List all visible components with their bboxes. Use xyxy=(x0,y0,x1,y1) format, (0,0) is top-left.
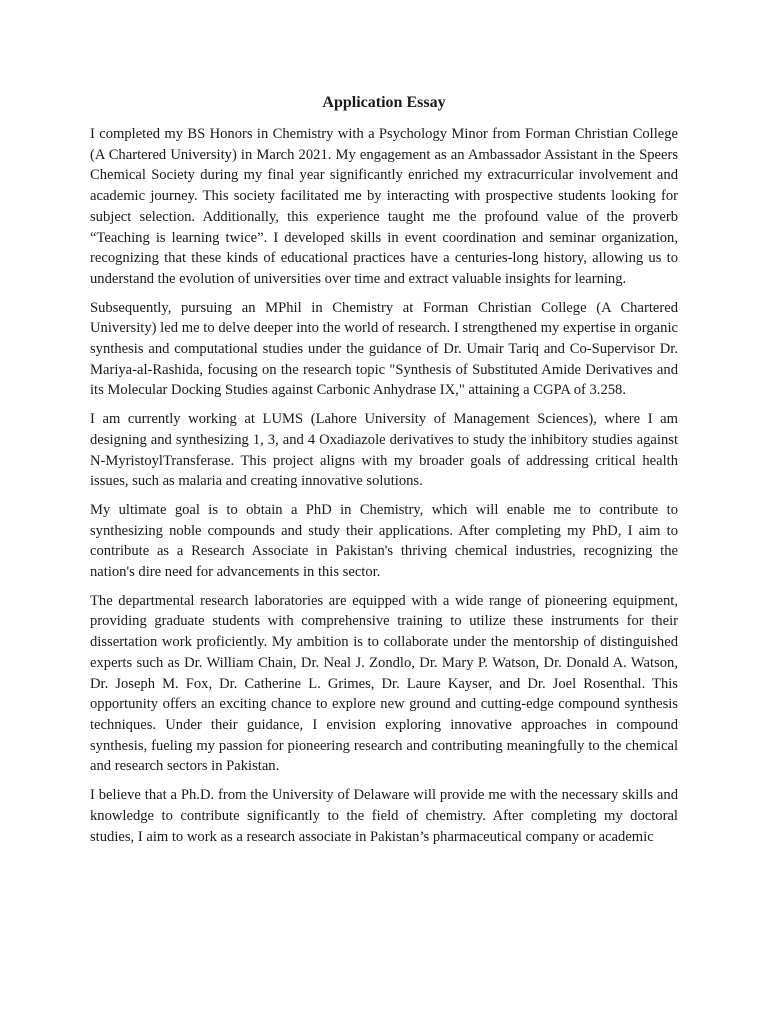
paragraph-goals: My ultimate goal is to obtain a PhD in Chemistry, which will enable me to contribute to synthesizing noble compounds and study their applications. After completing my PhD, I aim to contribute as a Research Associate in Pakistan's thriving chemical industries, recognizing the nation's dire need for advancements in this sector. xyxy=(90,501,678,581)
essay-title: Application Essay xyxy=(322,94,446,111)
essay-page xyxy=(90,93,678,855)
paragraph-mphil: Subsequently, pursuing an MPhil in Chemistry at Forman Christian College (A Chartered University) led me to delve deeper into the world of research. I strengthened my expertise in organic synthesis and computational studies under the guidance of Dr. Umair Tariq and Co-Supervisor Dr. Mariya-al-Rashida, focusing on the research topic "Synthesis of Substituted Amide Derivatives and its Molecular Docking Studies against Carbonic Anhydrase IX," attaining a CGPA of 3.258. xyxy=(90,299,678,399)
paragraph-conclusion: I believe that a Ph.D. from the University of Delaware will provide me with the necessary skills and knowledge to contribute significantly to the field of chemistry. After completing my doctoral studies, I aim to work as a research associate in Pakistan’s pharmaceutical company or academic xyxy=(90,787,678,845)
paragraph-education: I completed my BS Honors in Chemistry with a Psychology Minor from Forman Christian College (A Chartered University) in March 2021. My engagement as an Ambassador Assistant in the Speers Chemical Society during my final year significantly enriched my extracurricular involvement and academic journey. This society facilitated me by interacting with prospective students looking for subject selection. Additionally, this experience taught me the profound value of the proverb “Teaching is learning twice”. I developed skills in event coordination and seminar organization, recognizing that these kinds of educational practices have a centuries-long history, allowing us to understand the evolution of universities over time and extract valuable insights for learning. xyxy=(90,126,678,287)
paragraph-current-work: I am currently working at LUMS (Lahore University of Management Sciences), where I am designing and synthesizing 1, 3, and 4 Oxadiazole derivatives to study the inhibitory studies against N-MyristoylTransferase. This project aligns with my broader goals of addressing critical health issues, such as malaria and creating innovative solutions. xyxy=(90,411,678,490)
paragraph-research-labs: The departmental research laboratories are equipped with a wide range of pioneering equipment, providing graduate students with comprehensive training to utilize these instruments for their dissertation work proficiently. My ambition is to collaborate under the mentorship of distinguished experts such as Dr. William Chain, Dr. Neal J. Zondlo, Dr. Mary P. Watson, Dr. Donald A. Watson, Dr. Joseph M. Fox, Dr. Catherine L. Grimes, Dr. Laure Kayser, and Dr. Joel Rosenthal. This opportunity offers an exciting chance to explore new ground and cutting-edge compound synthesis techniques. Under their guidance, I envision exploring innovative approaches in compound synthesis, fueling my passion for pioneering research and contributing meaningfully to the chemical and research sectors in Pakistan. xyxy=(90,592,678,775)
